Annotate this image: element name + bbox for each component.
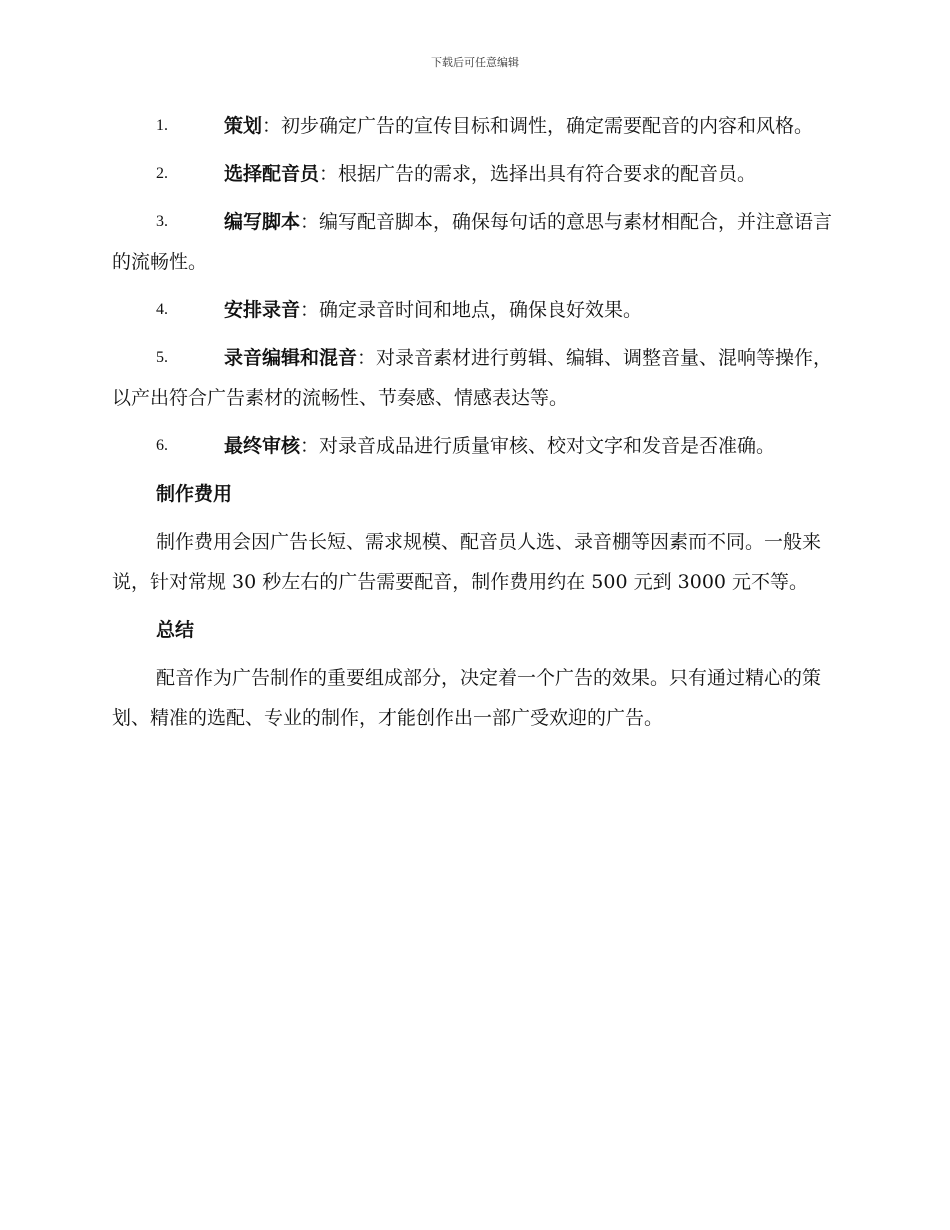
step-separator: ：: [357, 347, 377, 369]
list-number: 2.: [156, 165, 168, 182]
page-header: 下载后可任意编辑: [431, 56, 519, 69]
cost-paragraph: 制作费用会因广告长短、需求规模、配音员人选、录音棚等因素而不同。一般来说，针对常规 30 秒左右的广告需要配音，制作费用约在 500 元到 3000 元不等。: [112, 531, 822, 593]
document-body: [112, 106, 834, 746]
step-separator: ：: [300, 299, 320, 321]
step-body: 编写配音脚本，确保每句话的意思与素材相配合，并注意语言的流畅性。: [112, 211, 833, 273]
list-text: [112, 202, 834, 282]
list-text: [112, 338, 834, 418]
step-title: 安排录音: [224, 299, 301, 321]
step-body: 初步确定广告的宣传目标和调性，确定需要配音的内容和风格。: [281, 115, 814, 137]
list-number: 6.: [156, 437, 168, 454]
list-item: [112, 338, 834, 418]
list-text: [112, 154, 834, 194]
list-text: [112, 426, 834, 466]
step-separator: ：: [262, 115, 282, 137]
step-title: 最终审核: [224, 435, 301, 457]
step-body: 根据广告的需求，选择出具有符合要求的配音员。: [338, 163, 757, 185]
step-body: 对录音成品进行质量审核、校对文字和发音是否准确。: [319, 435, 776, 457]
list-item: [112, 202, 834, 282]
step-title: 选择配音员: [224, 163, 320, 185]
list-number: 4.: [156, 301, 168, 318]
list-number: 1.: [156, 117, 168, 134]
step-title: 编写脚本: [224, 211, 301, 233]
cost-heading: 制作费用: [156, 483, 233, 505]
list-number: 3.: [156, 213, 168, 230]
step-title: 录音编辑和混音: [224, 347, 358, 369]
list-item: [112, 426, 834, 466]
list-item: [112, 290, 834, 330]
step-body: 确定录音时间和地点，确保良好效果。: [319, 299, 643, 321]
summary-heading: 总结: [156, 619, 195, 641]
step-body: 对录音素材进行剪辑、编辑、调整音量、混响等操作，以产出符合广告素材的流畅性、节奏感、情感表达等。: [112, 347, 833, 409]
step-separator: ：: [300, 211, 320, 233]
list-item: [112, 106, 834, 146]
step-title: 策划: [224, 115, 263, 137]
step-separator: ：: [300, 435, 320, 457]
step-separator: ：: [319, 163, 339, 185]
summary-paragraph: 配音作为广告制作的重要组成部分，决定着一个广告的效果。只有通过精心的策划、精准的选配、专业的制作，才能创作出一部广受欢迎的广告。: [112, 667, 822, 729]
list-text: [112, 290, 834, 330]
list-text: [112, 106, 834, 146]
list-item: [112, 154, 834, 194]
list-number: 5.: [156, 349, 168, 366]
